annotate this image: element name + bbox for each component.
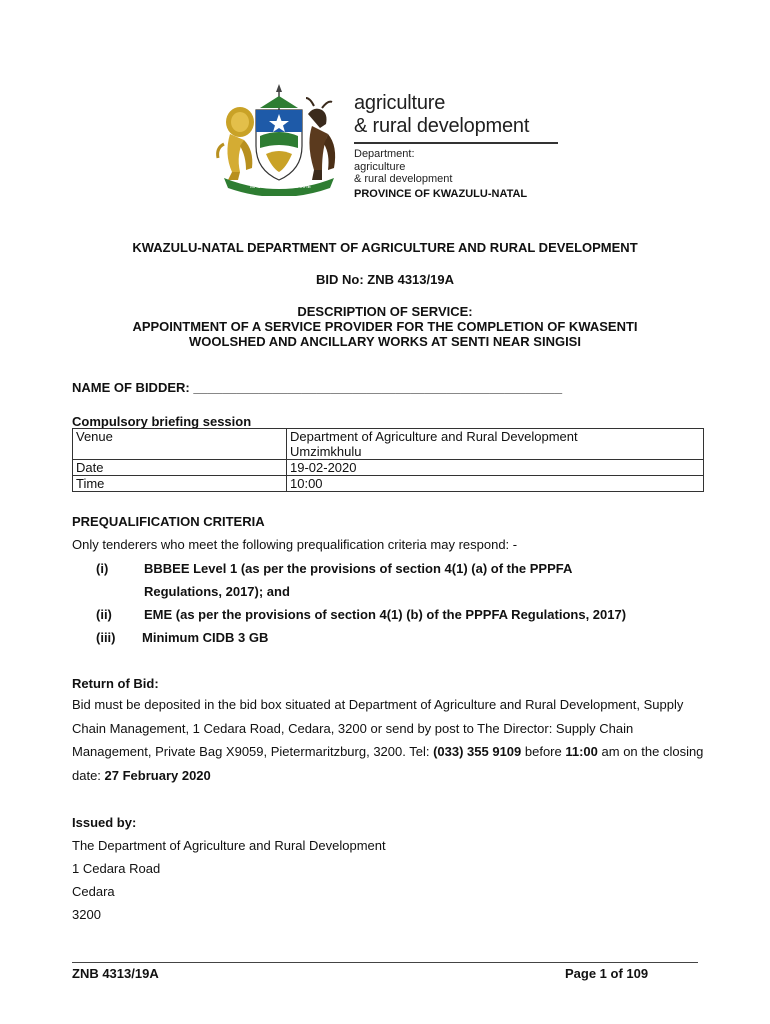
table-row [73, 460, 704, 476]
brand-divider [354, 142, 558, 144]
return-closing-date: 27 February 2020 [104, 767, 211, 783]
prequalification-intro: Only tenderers who meet the following prequalification criteria may respond: - [72, 537, 518, 552]
brand-title-line2: & rural development [354, 115, 530, 137]
brand-title-line1: agriculture [354, 92, 446, 114]
briefing-heading: Compulsory briefing session [72, 414, 252, 429]
issued-by-line3: Cedara [72, 884, 115, 899]
criterion-number: (i) [96, 561, 109, 576]
coat-of-arms-emblem [210, 84, 348, 196]
criterion-text: EME (as per the provisions of section 4(1) (b) of the PPPFA Regulations, 2017) [144, 607, 627, 622]
issued-by-line2: 1 Cedara Road [72, 861, 161, 876]
issued-by-line4: 3200 [72, 907, 101, 922]
wildebeest-figure [306, 98, 335, 180]
time-label: Time [73, 476, 287, 492]
brand-dept-line3: & rural development [354, 173, 453, 185]
lion-figure [218, 107, 254, 180]
criterion-text: Minimum CIDB 3 GB [142, 630, 269, 645]
criterion-number: (ii) [96, 607, 112, 622]
table-row [73, 476, 704, 492]
date-value: 19-02-2020 [287, 460, 704, 476]
return-phone: (033) 355 9109 [433, 744, 522, 759]
brand-dept-line2: agriculture [354, 160, 406, 173]
venue-value-line1: Department of Agriculture and Rural Development [290, 429, 578, 444]
footer-page-number: Page 1 of 109 [565, 966, 649, 981]
briefing-table [72, 428, 704, 492]
description-line1: APPOINTMENT OF A SERVICE PROVIDER FOR THE COMPLETION OF KWASENTI [132, 319, 638, 334]
time-value: 10:00 [287, 476, 704, 492]
issued-by-heading: Issued by: [72, 815, 137, 830]
venue-value-line2: Umzimkhulu [290, 444, 362, 459]
brand-dept-line1: Department: [354, 148, 415, 160]
venue-label: Venue [73, 429, 287, 460]
svg-text:MASISUKUME: MASISUKUME [250, 184, 284, 190]
department-brand [354, 92, 564, 201]
return-of-bid-text [72, 693, 712, 787]
date-label: Date [73, 460, 287, 476]
description-label: DESCRIPTION OF SERVICE: [297, 304, 473, 319]
table-row [73, 429, 704, 460]
criterion-number: (iii) [96, 630, 116, 645]
venue-value [287, 429, 704, 460]
return-time: 11:00 [565, 744, 598, 759]
return-of-bid-heading: Return of Bid: [72, 676, 159, 691]
svg-text:SAKHE: SAKHE [294, 184, 311, 190]
bidder-name-field: NAME OF BIDDER: ___________________________________________________ [72, 380, 563, 395]
issued-by-line1: The Department of Agriculture and Rural Development [72, 838, 386, 853]
return-text-part2: before [521, 744, 566, 759]
footer-reference: ZNB 4313/19A [72, 966, 159, 981]
footer-divider [72, 962, 698, 963]
criterion-text-cont: Regulations, 2017); and [144, 584, 290, 599]
description-line2: WOOLSHED AND ANCILLARY WORKS AT SENTI NEAR SINGISI [189, 334, 581, 349]
return-text-part1: Bid must be deposited in the bid box situated at Department of Agriculture and Rural Development, Supply Chain Management, 1 Cedara Road, Cedara, 3200 or send by post to The Director: Supply Chain Management, Private Bag X9059, Pietermaritzburg, 3200. Tel: [72, 697, 684, 759]
return-text-part3: am on the closing date: [72, 744, 704, 783]
criterion-text: BBBEE Level 1 (as per the provisions of section 4(1) (a) of the PPPFA [144, 561, 573, 576]
bid-number: BID No: ZNB 4313/19A [316, 272, 454, 287]
prequalification-heading: PREQUALIFICATION CRITERIA [72, 514, 265, 529]
brand-province: PROVINCE OF KWAZULU-NATAL [354, 187, 528, 200]
department-heading: KWAZULU-NATAL DEPARTMENT OF AGRICULTURE AND RURAL DEVELOPMENT [132, 240, 638, 255]
